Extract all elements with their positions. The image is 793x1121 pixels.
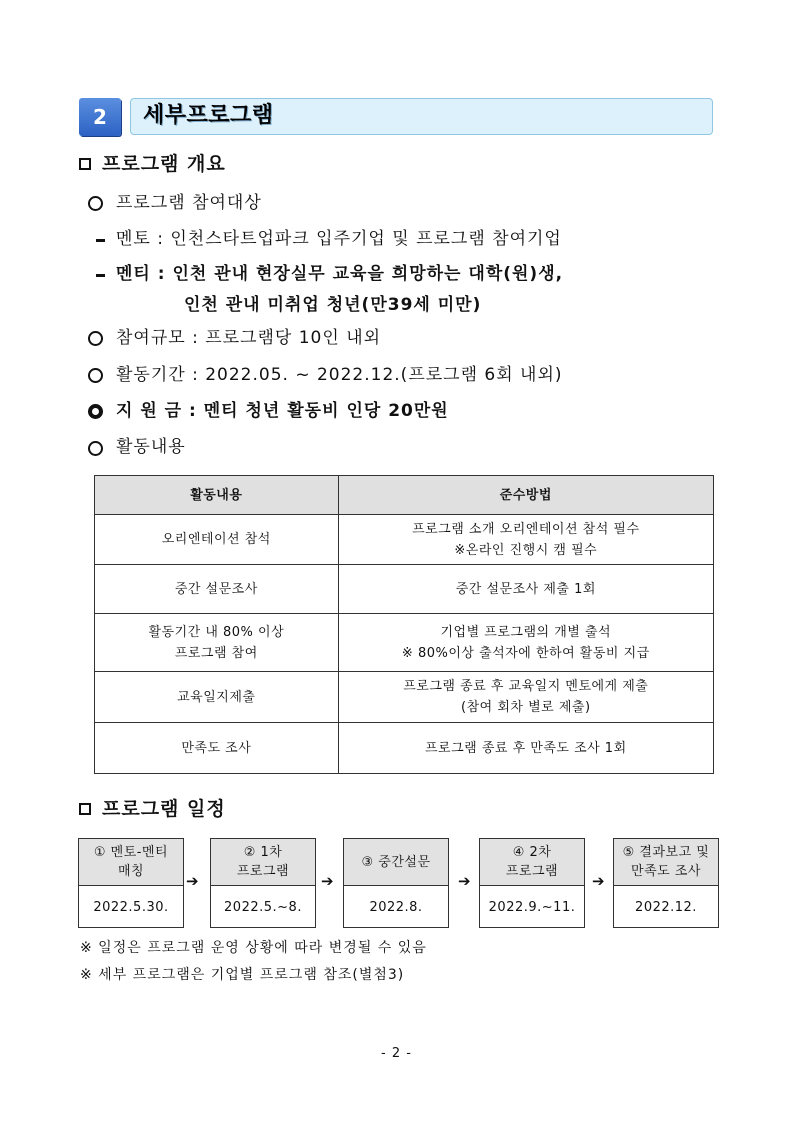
circle-bullet-icon	[88, 196, 103, 211]
step-label	[211, 839, 315, 886]
cell-text: ※온라인 진행시 캠 필수	[454, 542, 598, 558]
circle-bullet-icon	[88, 368, 103, 383]
step-label	[344, 839, 448, 886]
square-bullet-icon	[79, 803, 91, 815]
arrow-right-icon: ➔	[321, 872, 334, 890]
cell-text: 프로그램 소개 오리엔테이션 참석 필수	[412, 521, 640, 537]
arrow-right-icon: ➔	[592, 872, 605, 890]
cell-text: (참여 회차 별로 제출)	[461, 700, 591, 715]
period-line: 활동기간 : 2022.05. ~ 2022.12.(프로그램 6회 내외)	[116, 365, 563, 385]
step-title: ④ 2차	[512, 845, 552, 860]
method-cell	[338, 565, 713, 614]
dash-bullet-icon	[96, 274, 105, 277]
cell-text: ※ 80%이상 출석자에 한하여 활동비 지급	[401, 645, 650, 661]
mentee-line-2: 인천 관내 미취업 청년(만39세 미만)	[184, 295, 482, 315]
step-date: 2022.8.	[369, 900, 423, 915]
target-label: 프로그램 참여대상	[116, 193, 262, 213]
cell-text: 중간 설문조사 제출 1회	[455, 581, 596, 597]
scale-line: 참여규모 : 프로그램당 10인 내외	[116, 328, 382, 348]
section-number-badge	[79, 98, 121, 136]
step-date: 2022.9.~11.	[488, 900, 576, 915]
mentee-line-1: 멘티 : 인천 관내 현장실무 교육을 희망하는 대학(원)생,	[116, 264, 564, 284]
cell-text: 만족도 조사	[181, 740, 252, 756]
method-cell	[338, 672, 713, 723]
cell-text: 오리엔테이션 참석	[161, 532, 271, 547]
schedule-heading: 프로그램 일정	[102, 798, 226, 820]
step-label	[480, 839, 584, 886]
step-subtitle: 만족도 조사	[631, 864, 701, 879]
circle-bullet-icon	[88, 331, 103, 346]
schedule-step-2	[210, 838, 316, 928]
activities-label: 활동내용	[116, 437, 186, 457]
activity-cell	[95, 565, 339, 614]
schedule-step-5	[613, 838, 719, 928]
step-subtitle: 프로그램	[236, 864, 290, 879]
step-title: ① 멘토-멘티	[93, 845, 169, 860]
step-title: ② 1차	[243, 845, 283, 860]
step-label	[614, 839, 718, 886]
method-cell	[338, 723, 713, 774]
step-subtitle: 프로그램	[505, 864, 559, 879]
activity-cell	[95, 614, 339, 672]
method-cell	[338, 614, 713, 672]
schedule-note-1: ※ 일정은 프로그램 운영 상황에 따라 변경될 수 있음	[80, 940, 427, 956]
cell-text: 프로그램 참여	[174, 645, 258, 661]
bold-circle-bullet-icon	[88, 404, 103, 419]
schedule-step-4	[479, 838, 585, 928]
arrow-right-icon: ➔	[186, 872, 199, 890]
cell-text: 프로그램 종료 후 교육일지 멘토에게 제출	[403, 679, 649, 694]
dash-bullet-icon	[96, 239, 105, 242]
cell-text: 활동기간 내 80% 이상	[148, 624, 285, 640]
table-header-row	[95, 476, 714, 515]
overview-heading: 프로그램 개요	[102, 153, 226, 175]
table-row	[95, 515, 714, 565]
activity-cell	[95, 672, 339, 723]
table-row	[95, 672, 714, 723]
table-row	[95, 614, 714, 672]
table-row	[95, 723, 714, 774]
schedule-note-2: ※ 세부 프로그램은 기업별 프로그램 참조(별첨3)	[80, 967, 405, 983]
section-title: 세부프로그램	[143, 103, 274, 128]
square-bullet-icon	[79, 158, 91, 170]
step-label	[79, 839, 183, 886]
activity-cell	[95, 515, 339, 565]
schedule-step-1	[78, 838, 184, 928]
section-number: 2	[93, 105, 107, 129]
page-number: - 2 -	[381, 1046, 412, 1061]
step-date: 2022.5.30.	[93, 900, 169, 915]
support-line: 지 원 금 : 멘티 청년 활동비 인당 20만원	[116, 401, 449, 421]
schedule-step-3	[343, 838, 449, 928]
step-title: ③ 중간설문	[361, 854, 431, 870]
cell-text: 프로그램 종료 후 만족도 조사 1회	[424, 740, 627, 756]
cell-text: 기업별 프로그램의 개별 출석	[440, 624, 612, 640]
activity-cell	[95, 723, 339, 774]
table-row	[95, 565, 714, 614]
cell-text: 교육일지제출	[177, 689, 256, 705]
step-subtitle: 매칭	[117, 864, 145, 879]
header-activity: 활동내용	[95, 476, 339, 515]
step-date: 2022.12.	[635, 900, 697, 915]
arrow-right-icon: ➔	[458, 872, 471, 890]
header-method: 준수방법	[338, 476, 713, 515]
activity-table	[94, 475, 714, 774]
method-cell	[338, 515, 713, 565]
circle-bullet-icon	[88, 441, 103, 456]
step-title: ⑤ 결과보고 및	[622, 845, 710, 860]
mentor-line: 멘토 : 인천스타트업파크 입주기업 및 프로그램 참여기업	[116, 229, 562, 249]
cell-text: 중간 설문조사	[174, 581, 258, 597]
step-date: 2022.5.~8.	[224, 900, 302, 915]
